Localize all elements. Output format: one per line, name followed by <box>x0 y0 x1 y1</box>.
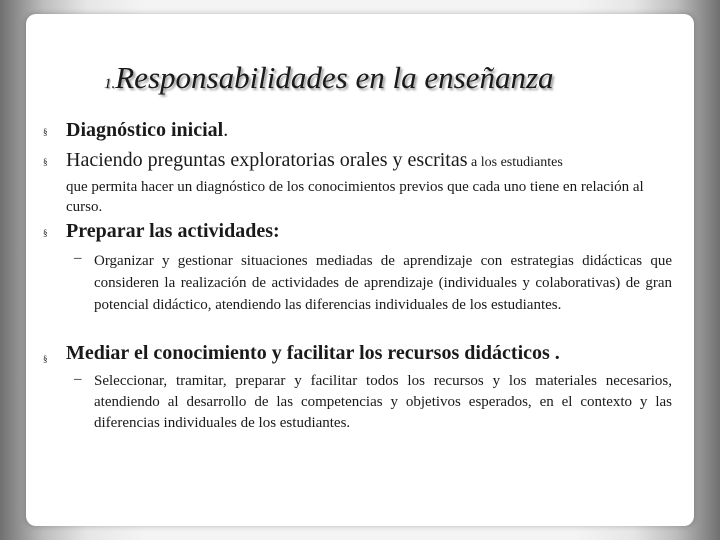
bullet-preguntas-continuation: que permita hacer un diagnóstico de los conocimientos previos que cada uno tiene en relación al curso. <box>66 179 644 215</box>
slide <box>26 14 694 526</box>
bullet-icon: § <box>43 228 48 238</box>
bullet-icon: § <box>43 127 48 137</box>
bullet-preguntas-small: a los estudiantes <box>467 155 563 170</box>
bullet-preparar-detail: Organizar y gestionar situaciones mediadas de aprendizaje con estrategias didácticas que consideren la realización de actividades de aprendizaje (individuales y colaborativas) de gran potencial didáctico, atendiendo las diferencias individuales de los estudiantes. <box>94 253 672 313</box>
bullet-preguntas-large: Haciendo preguntas exploratorias orales y escritas <box>66 149 468 171</box>
bullet-diagnostico: Diagnóstico inicial. <box>66 119 229 141</box>
bullet-icon: § <box>43 354 48 364</box>
dash-icon: – <box>74 250 82 266</box>
bullet-diagnostico-bold: Diagnóstico inicial <box>66 119 224 141</box>
bullet-preguntas <box>66 149 563 172</box>
dash-icon: – <box>74 371 82 387</box>
bullet-mediar-detail: Seleccionar, tramitar, preparar y facilitar todos los recursos y los materiales necesarios, atendiendo al desarrollo de las competencias y objetivos esperados, en el contexto y las diferencias individuales de los estudiantes. <box>94 373 672 431</box>
bullet-icon: § <box>43 157 48 167</box>
title-number: 1. <box>104 76 116 92</box>
slide-title <box>104 60 554 96</box>
bullet-preparar: Preparar las actividades: <box>66 220 280 242</box>
title-text: Responsabilidades en la enseñanza <box>115 60 554 95</box>
bullet-mediar: Mediar el conocimiento y facilitar los recursos didácticos . <box>66 342 560 364</box>
